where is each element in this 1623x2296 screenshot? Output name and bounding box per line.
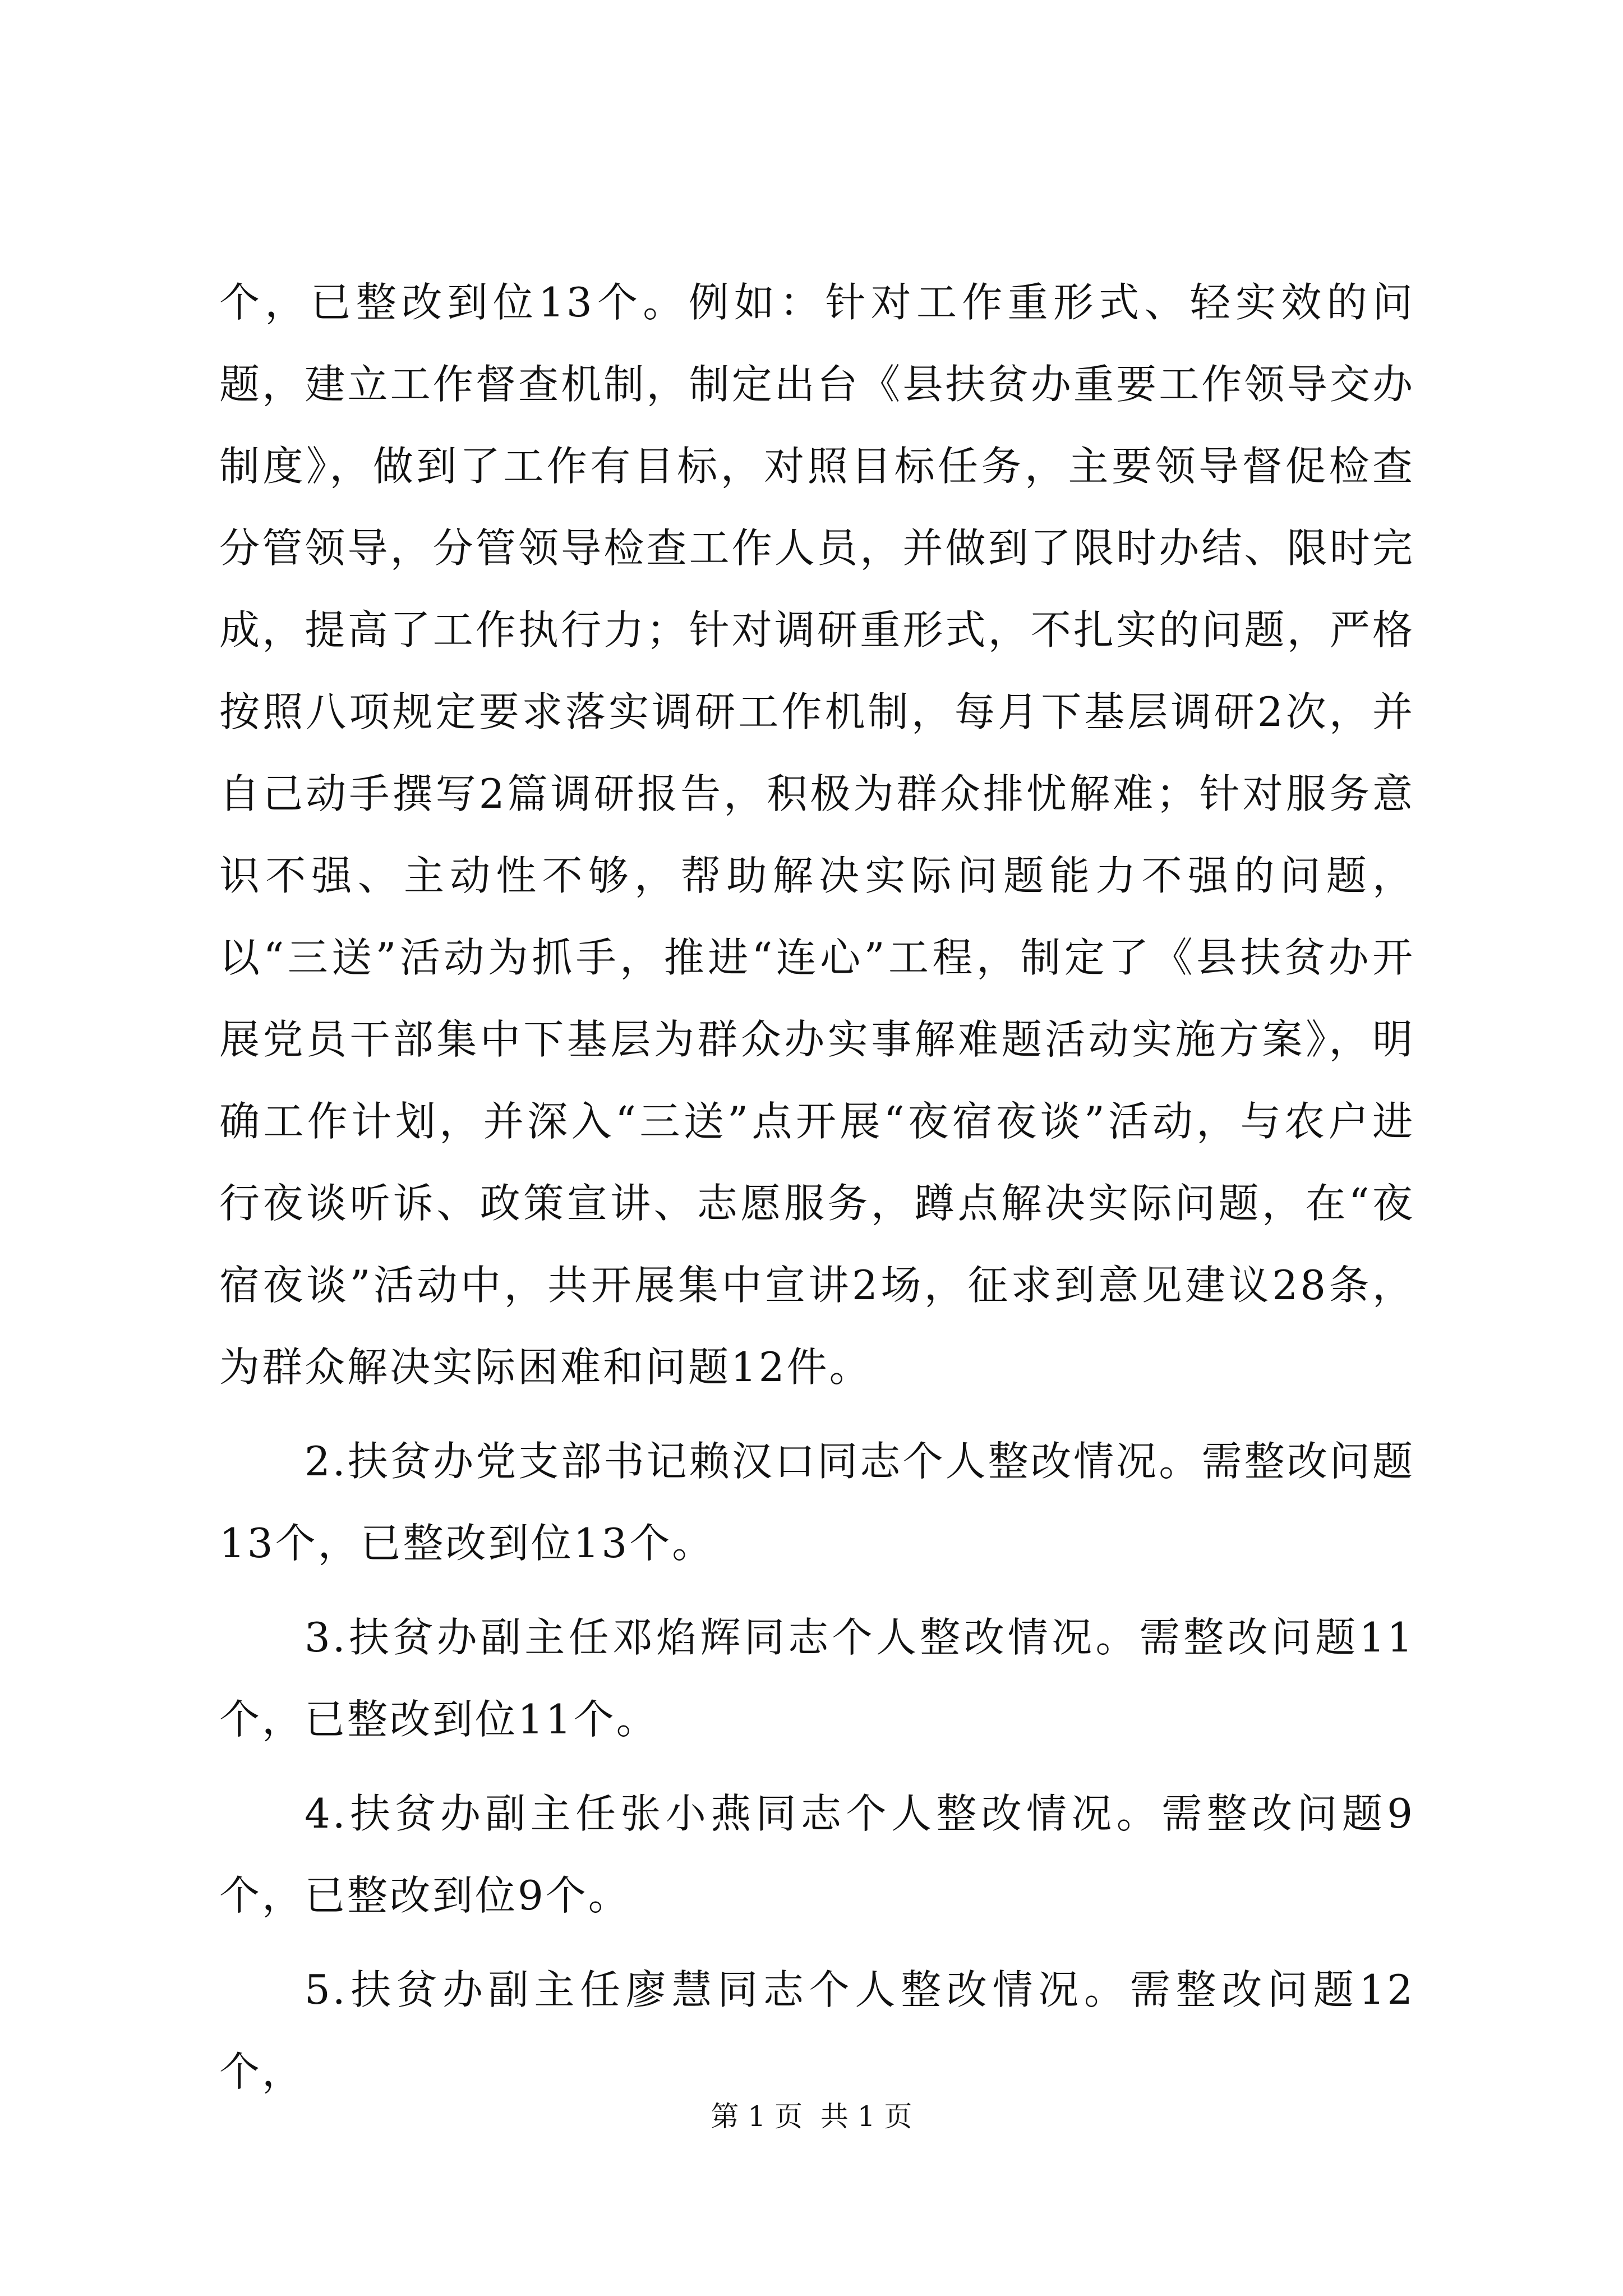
page-number-label: 第 1 页 共 1 页: [711, 2100, 912, 2133]
page-footer: [0, 2097, 1623, 2136]
paragraph-3: 3.扶贫办副主任邓焰辉同志个人整改情况。需整改问题11个，已整改到位11个。: [219, 1614, 1415, 1743]
document-body: [219, 261, 1415, 2113]
paragraph-5: 5.扶贫办副主任廖慧同志个人整改情况。需整改问题12个，: [219, 1966, 1415, 2095]
paragraph-2: 2.扶贫办党支部书记赖汉口同志个人整改情况。需整改问题13个，已整改到位13个。: [219, 1438, 1415, 1567]
paragraph-4: 4.扶贫办副主任张小燕同志个人整改情况。需整改问题9个，已整改到位9个。: [219, 1790, 1415, 1919]
paragraph-1: 个，已整改到位13个。例如：针对工作重形式、轻实效的问题，建立工作督查机制，制定出台《县扶贫办重要工作领导交办制度》，做到了工作有目标，对照目标任务，主要领导督促检查分管领导，分管领导检查工作人员，并做到了限时办结、限时完成，提高了工作执行力；针对调研重形式，不扎实的问题，严格按照八项规定要求落实调研工作机制，每月下基层调研2次，并自己动手撰写2篇调研报告，积极为群众排忧解难；针对服务意识不强、主动性不够，帮助解决实际问题能力不强的问题，以“三送”活动为抓手，推进“连心”工程，制定了《县扶贫办开展党员干部集中下基层为群众办实事解难题活动实施方案》，明确工作计划，并深入“三送”点开展“夜宿夜谈”活动，与农户进行夜谈听诉、政策宣讲、志愿服务，蹲点解决实际问题，在“夜宿夜谈”活动中，共开展集中宣讲2场，征求到意见建议28条，为群众解决实际困难和问题12件。: [219, 279, 1415, 1391]
